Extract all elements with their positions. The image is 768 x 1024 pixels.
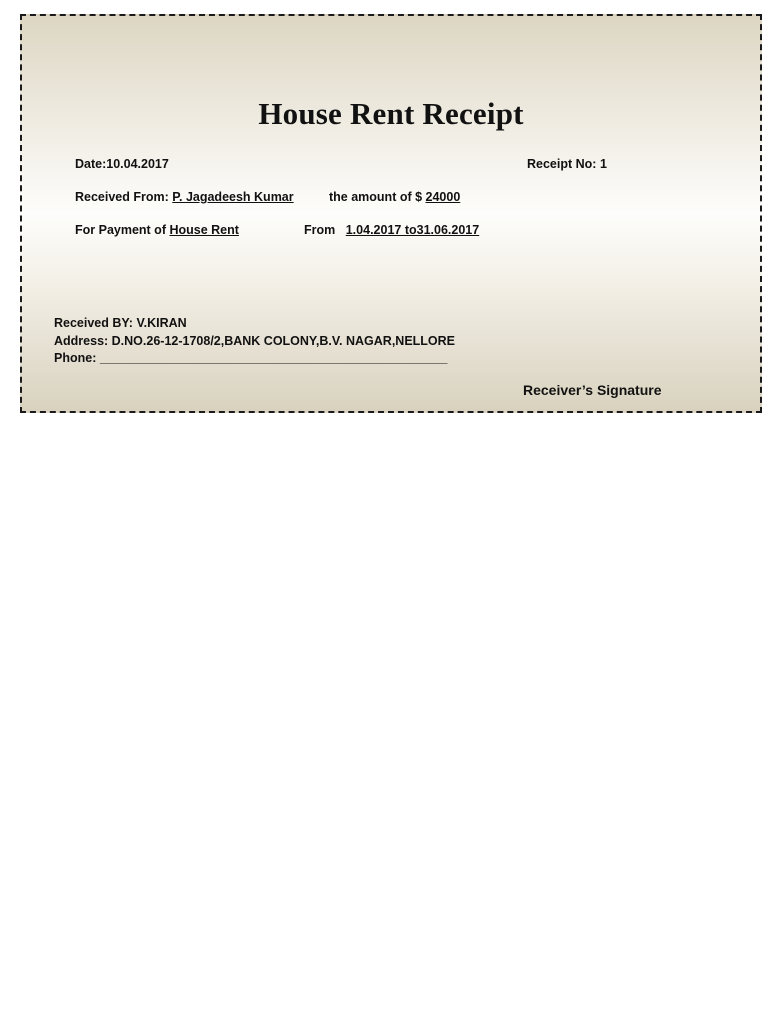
phone-blank: __________________________________________________ (99, 351, 448, 365)
date-label: Date: (75, 157, 107, 171)
address-line (54, 334, 455, 348)
received-by-value: V.KIRAN (136, 316, 187, 330)
received-by-label: Received BY: (54, 316, 137, 330)
receiver-signature-label: Receiver’s Signature (523, 382, 662, 398)
amount-label: the amount of $ (329, 190, 426, 204)
amount-line (329, 190, 460, 204)
address-label: Address: (54, 334, 112, 348)
received-from-label: Received From: (75, 190, 173, 204)
payment-label: For Payment of (75, 223, 170, 237)
receipt-title: House Rent Receipt (258, 96, 524, 131)
receipt-no-label: Receipt No: (527, 157, 600, 171)
phone-label: Phone: (54, 351, 100, 365)
received-by-line (54, 316, 187, 330)
payment-value: House Rent (169, 223, 239, 237)
phone-line (54, 351, 447, 365)
date-line (75, 157, 169, 171)
receipt-no-line (527, 157, 607, 171)
period-value: 1.04.2017 to31.06.2017 (345, 223, 480, 237)
period-line (304, 223, 479, 237)
received-from-line (75, 190, 294, 204)
payment-line (75, 223, 239, 237)
date-value: 10.04.2017 (106, 157, 169, 171)
receipt-card (20, 14, 762, 413)
from-label: From (304, 223, 336, 237)
address-value: D.NO.26-12-1708/2,BANK COLONY,B.V. NAGAR,NELLORE (111, 334, 456, 348)
received-from-value: P. Jagadeesh Kumar (172, 190, 294, 204)
amount-value: 24000 (425, 190, 461, 204)
receipt-no-value: 1 (599, 157, 607, 171)
